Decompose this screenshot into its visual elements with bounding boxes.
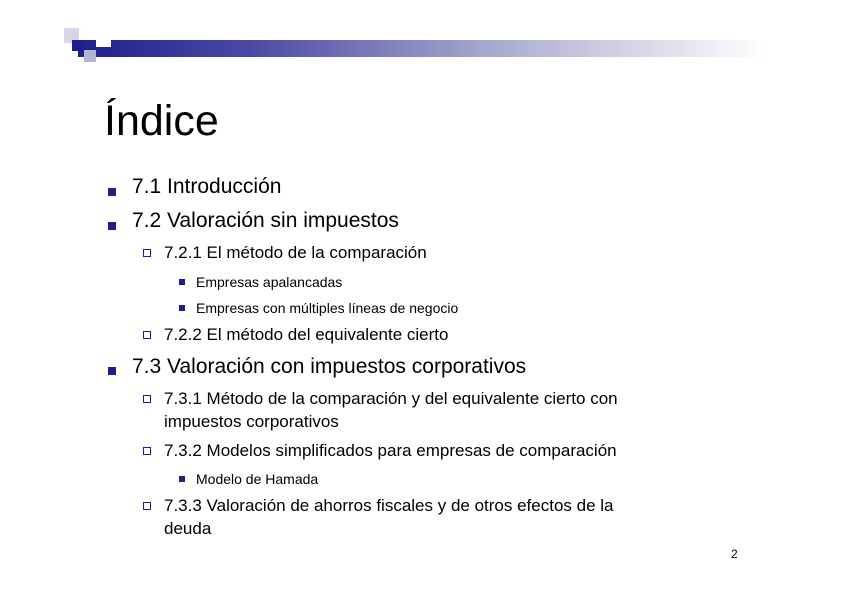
hollow-square-bullet-icon xyxy=(143,502,151,510)
page-number: 2 xyxy=(731,547,738,561)
outline-item-level1: 7.3 Valoración con impuestos corporativos xyxy=(132,355,527,378)
outline-item-level2: 7.2.1 El método de la comparación xyxy=(164,243,427,262)
header-square-decoration xyxy=(72,40,83,51)
outline-item-level3: Empresas con múltiples líneas de negocio xyxy=(196,300,459,316)
outline-item-level2: 7.3.1 Método de la comparación y del equivalente cierto con xyxy=(164,389,618,408)
hollow-square-bullet-icon xyxy=(143,249,151,257)
outline-item-level1: 7.2 Valoración sin impuestos xyxy=(132,209,399,232)
header-gradient-bar xyxy=(78,40,768,57)
outline-item-level2-continuation: deuda xyxy=(164,519,212,538)
outline-item-level2: 7.2.2 El método del equivalente cierto xyxy=(164,325,449,344)
small-square-bullet-icon xyxy=(179,279,185,285)
outline-item-level2-continuation: impuestos corporativos xyxy=(164,412,339,431)
small-square-bullet-icon xyxy=(179,476,185,482)
slide-title: Índice xyxy=(104,97,219,145)
outline-item-level2: 7.3.2 Modelos simplificados para empresas de comparación xyxy=(164,441,617,460)
small-square-bullet-icon xyxy=(179,305,185,311)
square-bullet-icon xyxy=(108,188,116,196)
hollow-square-bullet-icon xyxy=(143,395,151,403)
header-square-decoration xyxy=(84,50,96,62)
outline-item-level3: Empresas apalancadas xyxy=(196,274,343,290)
outline-item-level3: Modelo de Hamada xyxy=(196,471,319,487)
outline-item-level2: 7.3.3 Valoración de ahorros fiscales y de otros efectos de la xyxy=(164,496,614,515)
header-square-decoration xyxy=(96,32,111,47)
outline-item-level1: 7.1 Introducción xyxy=(132,175,282,198)
hollow-square-bullet-icon xyxy=(143,447,151,455)
square-bullet-icon xyxy=(108,367,116,375)
hollow-square-bullet-icon xyxy=(143,331,151,339)
square-bullet-icon xyxy=(108,222,116,230)
